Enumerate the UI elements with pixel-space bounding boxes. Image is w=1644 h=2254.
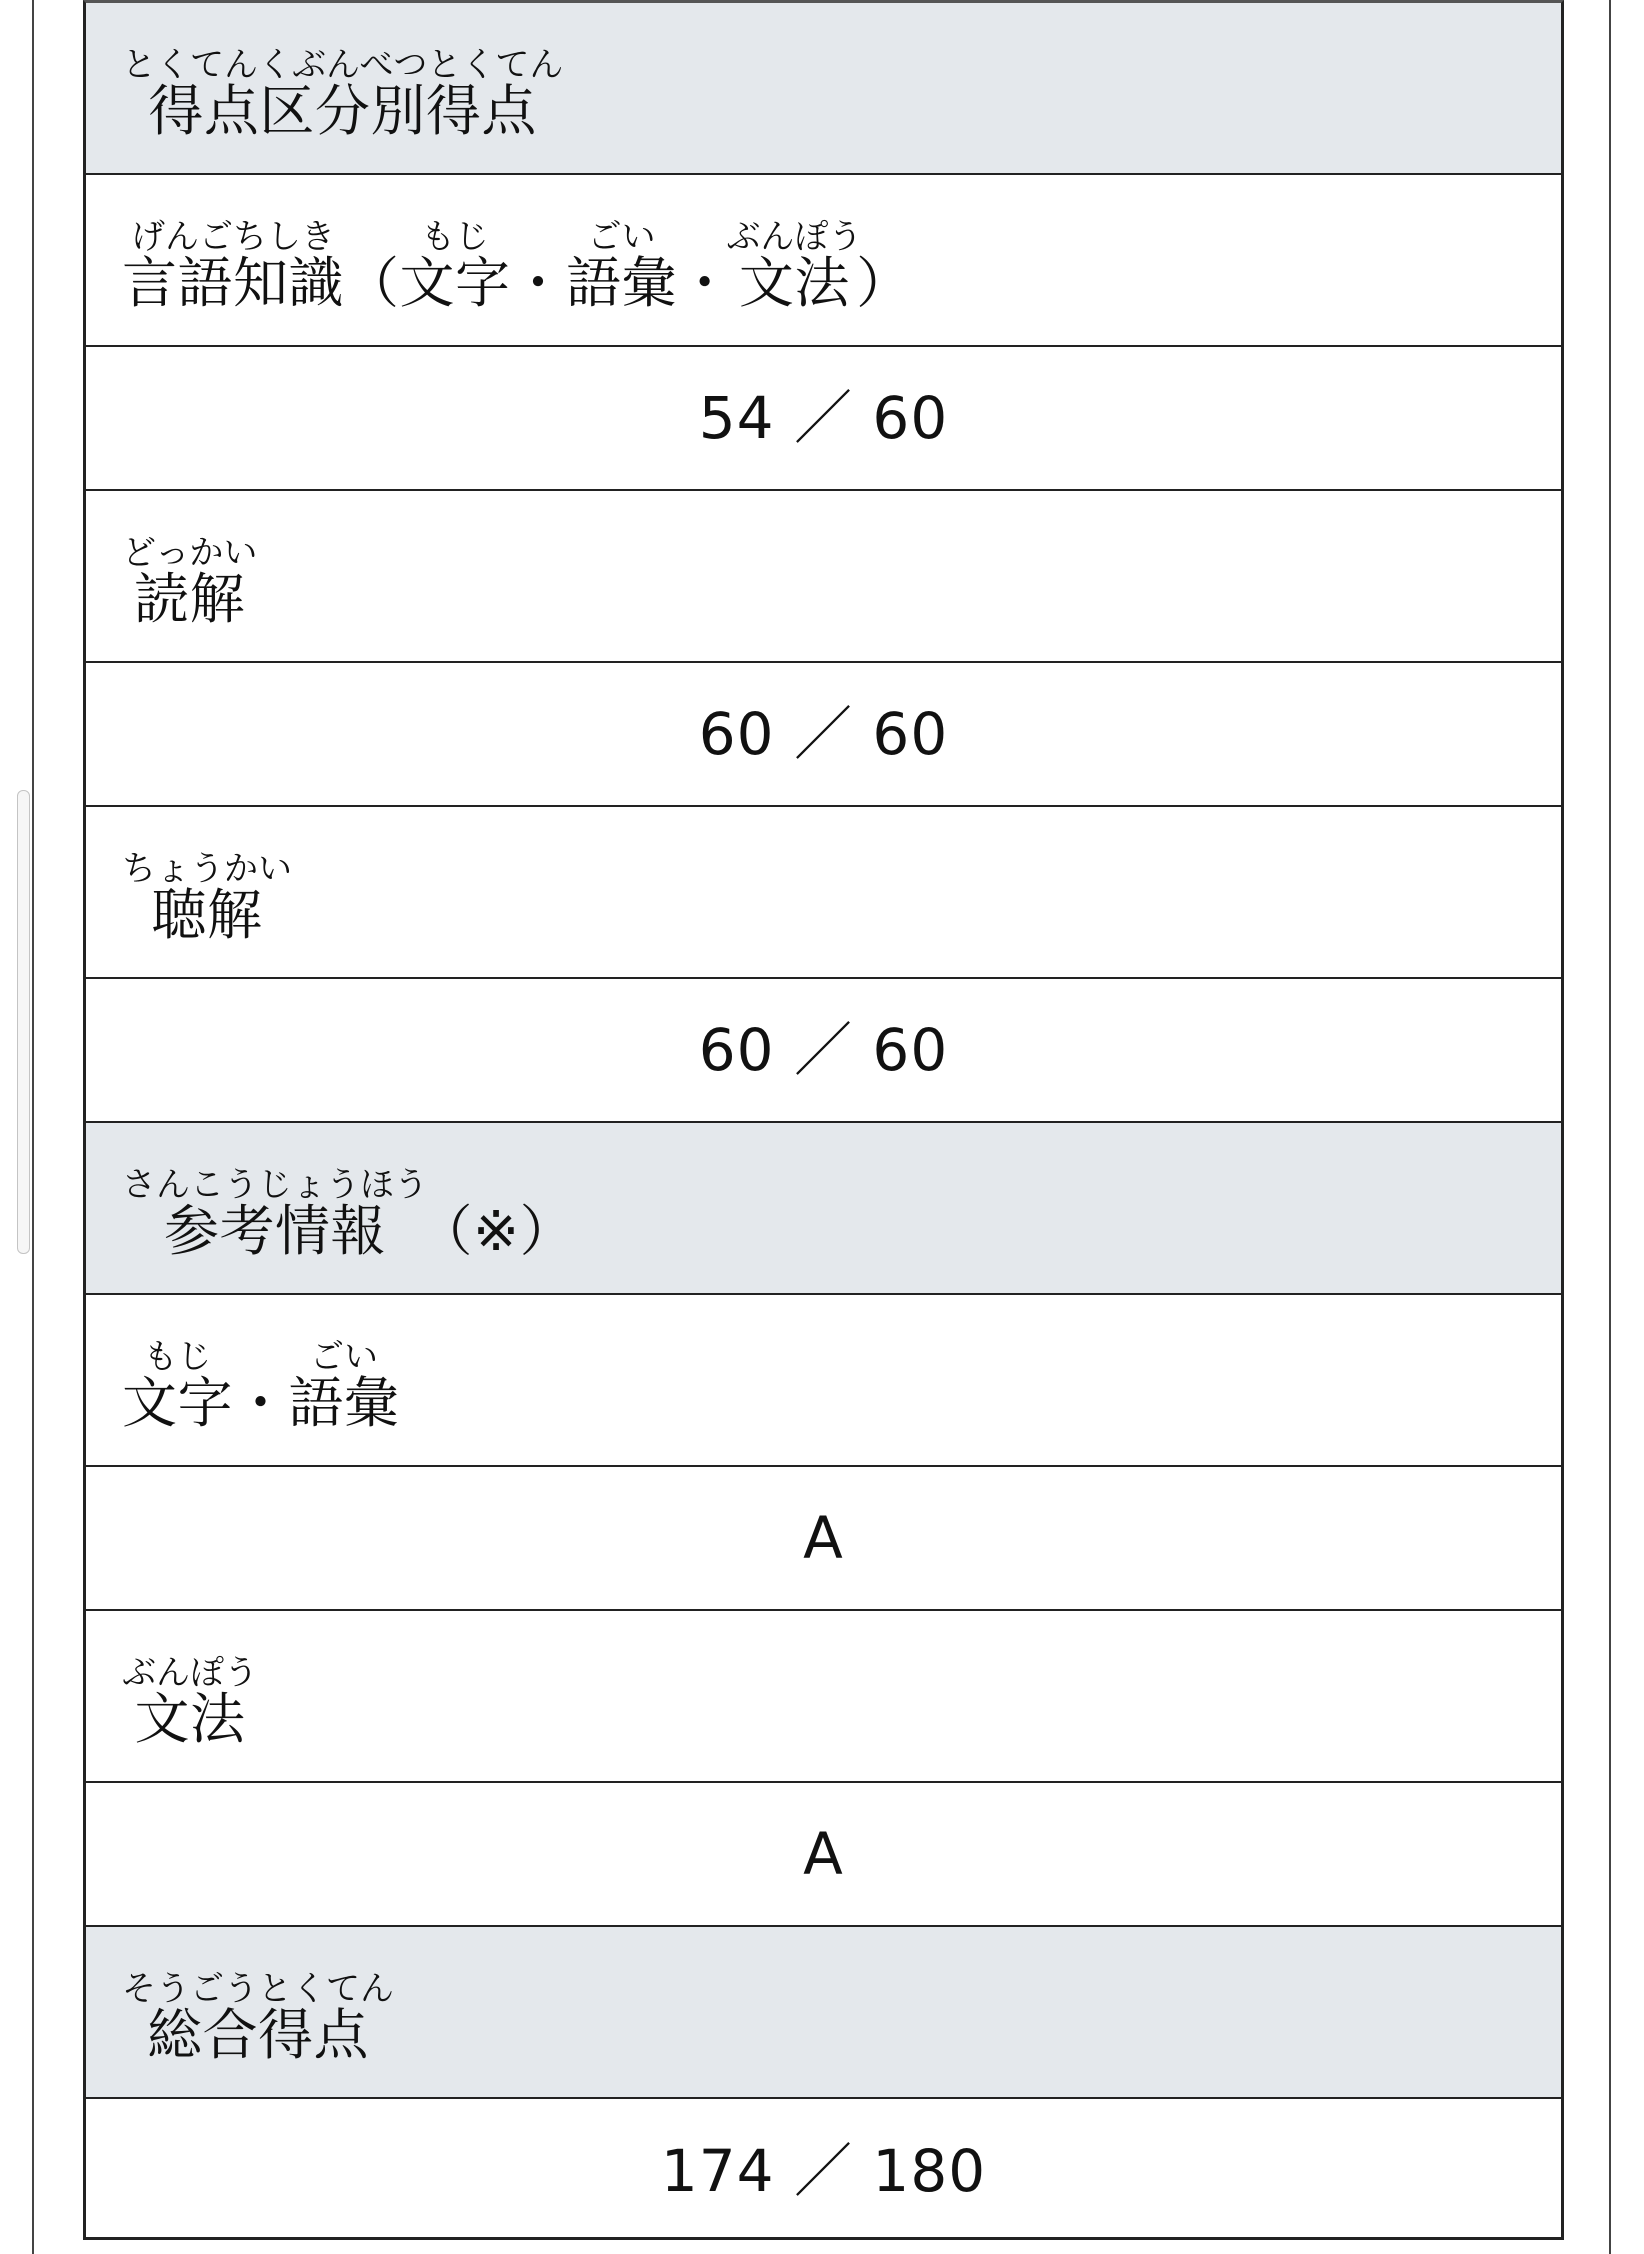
section-header-row [86,3,1561,175]
score-table [83,0,1564,2240]
total-header-title: 総合得点そうごうとくてん [122,1969,394,2067]
grammar-grade: A [803,1820,844,1888]
language-knowledge-label: 言語知識げんごちしき（文字もじ・語彙ごい・文法ぶんぽう） [122,217,912,315]
grammar-label: 文法ぶんぽう [122,1653,258,1751]
language-knowledge-score: 54 ／ 60 [698,384,949,452]
vocabulary-grade: A [803,1504,844,1572]
language-knowledge-label-row [86,175,1561,347]
listening-score-row [86,979,1561,1123]
reference-note-mark: （※） [417,1199,576,1263]
grammar-label-row [86,1611,1561,1783]
listening-label: 聴解ちょうかい [122,849,292,947]
grammar-grade-row [86,1783,1561,1927]
listening-score: 60 ／ 60 [698,1016,949,1084]
reading-score-row [86,663,1561,807]
reference-header-row [86,1123,1561,1295]
vocabulary-label: 文字もじ・語彙ごい [122,1337,400,1435]
reading-label: 読解どっかい [122,533,258,631]
total-score-row [86,2099,1561,2243]
scroll-handle[interactable] [17,790,30,1254]
language-knowledge-score-row [86,347,1561,491]
reading-score: 60 ／ 60 [698,700,949,768]
section-header-title: 得点区分別得点とくてんくぶんべつとくてん [122,45,564,143]
reading-label-row [86,491,1561,663]
left-border-line [32,0,34,2254]
right-border-line [1609,0,1611,2254]
listening-label-row [86,807,1561,979]
vocabulary-grade-row [86,1467,1561,1611]
total-score: 174 ／ 180 [660,2137,987,2205]
vocabulary-label-row [86,1295,1561,1467]
total-header-row [86,1927,1561,2099]
reference-header-title: 参考情報さんこうじょうほう（※） [122,1165,576,1263]
